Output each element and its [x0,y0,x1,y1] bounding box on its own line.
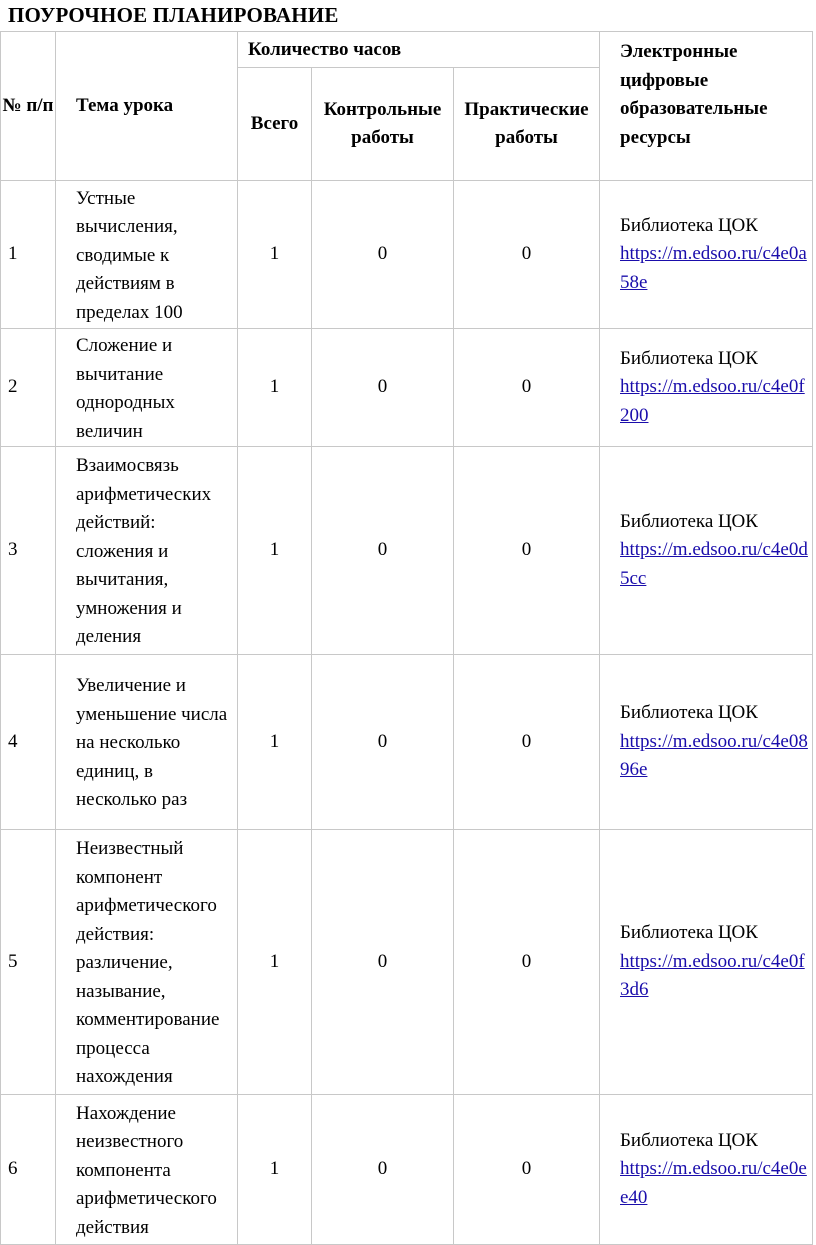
table-row [1,329,813,447]
row-number: 3 [1,447,56,655]
row-number: 2 [1,329,56,447]
lesson-plan-table [0,31,813,1245]
row-topic: Взаимосвязь арифметических действий: сложения и вычитания, умножения и деления [56,447,238,655]
header-resources: Электронные цифровые образовательные ресурсы [600,32,813,181]
row-total: 1 [238,655,312,830]
row-practical: 0 [454,655,600,830]
library-label: Библиотека ЦОК [620,510,758,532]
row-control: 0 [312,181,454,329]
row-control: 0 [312,655,454,830]
library-label: Библиотека ЦОК [620,702,758,724]
row-total: 1 [238,329,312,447]
library-label: Библиотека ЦОК [620,1129,758,1151]
table-row [1,447,813,655]
row-resource [600,329,813,447]
row-topic: Неизвестный компонент арифметического действия: различение, называние, комментирование процесса нахождения [56,830,238,1095]
library-label: Библиотека ЦОК [620,214,758,236]
row-practical: 0 [454,830,600,1095]
row-topic: Увеличение и уменьшение числа на несколько единиц, в несколько раз [56,655,238,830]
row-practical: 0 [454,1095,600,1245]
row-resource [600,655,813,830]
row-resource [600,830,813,1095]
table-row [1,830,813,1095]
table-row [1,181,813,329]
row-practical: 0 [454,181,600,329]
row-number: 5 [1,830,56,1095]
row-number: 4 [1,655,56,830]
header-total: Всего [238,68,312,181]
resource-link[interactable]: https://m.edsoo.ru/c4e0f3d6 [620,950,805,1001]
resource-link[interactable]: https://m.edsoo.ru/c4e0d5cc [620,539,808,589]
resource-link[interactable]: https://m.edsoo.ru/c4e0a58e [620,243,807,293]
row-total: 1 [238,1095,312,1245]
page-title: ПОУРОЧНОЕ ПЛАНИРОВАНИЕ [8,3,339,27]
header-number: № п/п [1,32,56,181]
resource-link[interactable]: https://m.edsoo.ru/c4e0896e [620,730,808,781]
row-total: 1 [238,447,312,655]
row-control: 0 [312,830,454,1095]
row-number: 1 [1,181,56,329]
row-resource [600,181,813,329]
row-topic: Сложение и вычитание однородных величин [56,329,238,447]
row-control: 0 [312,447,454,655]
table-row [1,655,813,830]
resource-link[interactable]: https://m.edsoo.ru/c4e0ee40 [620,1158,807,1208]
row-practical: 0 [454,329,600,447]
row-topic: Устные вычисления, сводимые к действиям в пределах 100 [56,181,238,329]
header-control-works: Контрольные работы [312,68,454,181]
row-control: 0 [312,1095,454,1245]
header-practical-works: Практические работы [454,68,600,181]
row-topic: Нахождение неизвестного компонента арифметического действия [56,1095,238,1245]
row-resource [600,447,813,655]
table-row [1,1095,813,1245]
header-hours: Количество часов [238,32,600,68]
row-resource [600,1095,813,1245]
row-total: 1 [238,181,312,329]
row-practical: 0 [454,447,600,655]
resource-link[interactable]: https://m.edsoo.ru/c4e0f200 [620,376,805,426]
library-label: Библиотека ЦОК [620,347,758,369]
header-topic: Тема урока [56,32,238,181]
row-control: 0 [312,329,454,447]
library-label: Библиотека ЦОК [620,922,758,944]
row-number: 6 [1,1095,56,1245]
row-total: 1 [238,830,312,1095]
